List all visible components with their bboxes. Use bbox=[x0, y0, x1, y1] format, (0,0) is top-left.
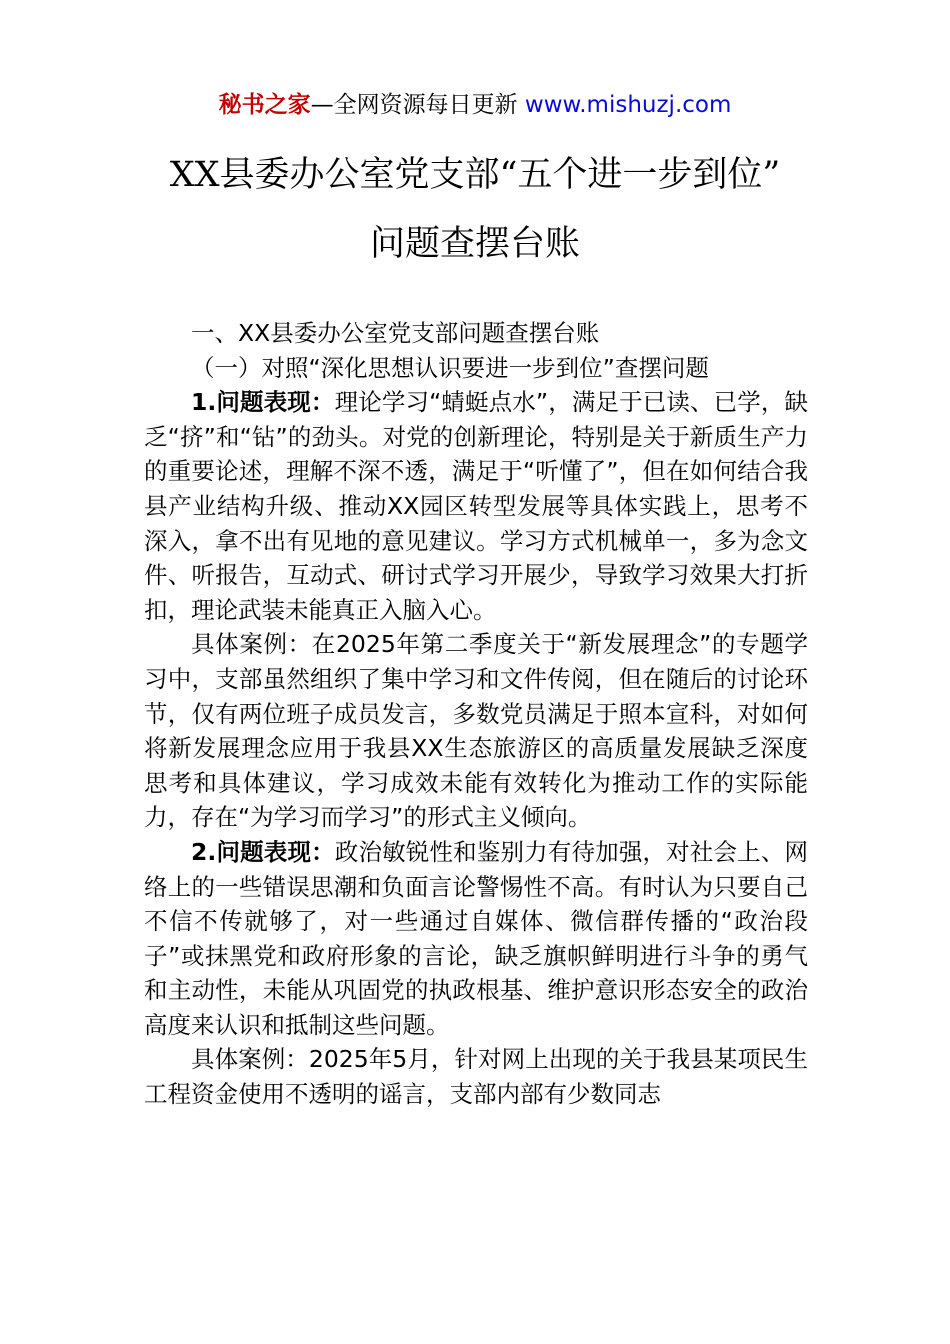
document-body bbox=[144, 316, 808, 1112]
header-slogan: —全网资源每日更新 bbox=[310, 92, 518, 118]
section-heading: 一、XX县委办公室党支部问题查摆台账 bbox=[191, 319, 600, 347]
problem-paragraph-2 bbox=[144, 835, 808, 1043]
problem-label-1: 1.问题表现： bbox=[191, 388, 335, 417]
site-header bbox=[0, 88, 950, 122]
document-title-line-1: XX县委办公室党支部“五个进一步到位” bbox=[169, 155, 781, 195]
case-paragraph-2: 具体案例：2025年5月，针对网上出现的关于我县某项民生工程资金使用不透明的谣言，支部内部有少数同志 bbox=[144, 1045, 808, 1109]
site-url[interactable]: www.mishuzj.com bbox=[524, 92, 732, 118]
problem-text-2: 政治敏锐性和鉴别力有待加强，对社会上、网络上的一些错误思潮和负面言论警惕性不高。有时认为只要自己不信不传就够了，对一些通过自媒体、微信群传播的“政治段子”或抹黑党和政府形象的言论，缺乏旗帜鲜明进行斗争的勇气和主动性，未能从巩固党的执政根基、维护意识形态安全的政治高度来认识和抵制这些问题。 bbox=[144, 837, 809, 1039]
problem-label-2: 2.问题表现： bbox=[191, 837, 335, 866]
problem-paragraph-1 bbox=[144, 385, 808, 627]
problem-text-1: 理论学习“蜻蜓点水”，满足于已读、已学，缺乏“挤”和“钻”的劲头。对党的创新理论，特别是关于新质生产力的重要论述，理解不深不透，满足于“听懂了”，但在如何结合我县产业结构升级、推动XX园区转型发展等具体实践上，思考不深入，拿不出有见地的意见建议。学习方式机械单一，多为念文件、听报告，互动式、研讨式学习开展少，导致学习效果大打折扣，理论武装未能真正入脑入心。 bbox=[144, 388, 808, 624]
case-paragraph-1: 具体案例：在2025年第二季度关于“新发展理念”的专题学习中，支部虽然组织了集中学习和文件传阅，但在随后的讨论环节，仅有两位班子成员发言，多数党员满足于照本宣科，对如何将新发展理念应用于我县XX生态旅游区的高质量发展缺乏深度思考和具体建议，学习成效未能有效转化为推动工作的实际能力，存在“为学习而学习”的形式主义倾向。 bbox=[144, 630, 808, 832]
subsection-heading: （一）对照“深化思想认识要进一步到位”查摆问题 bbox=[191, 353, 709, 382]
brand-name: 秘书之家 bbox=[218, 92, 311, 118]
document-title-line-2: 问题查摆台账 bbox=[369, 224, 580, 264]
